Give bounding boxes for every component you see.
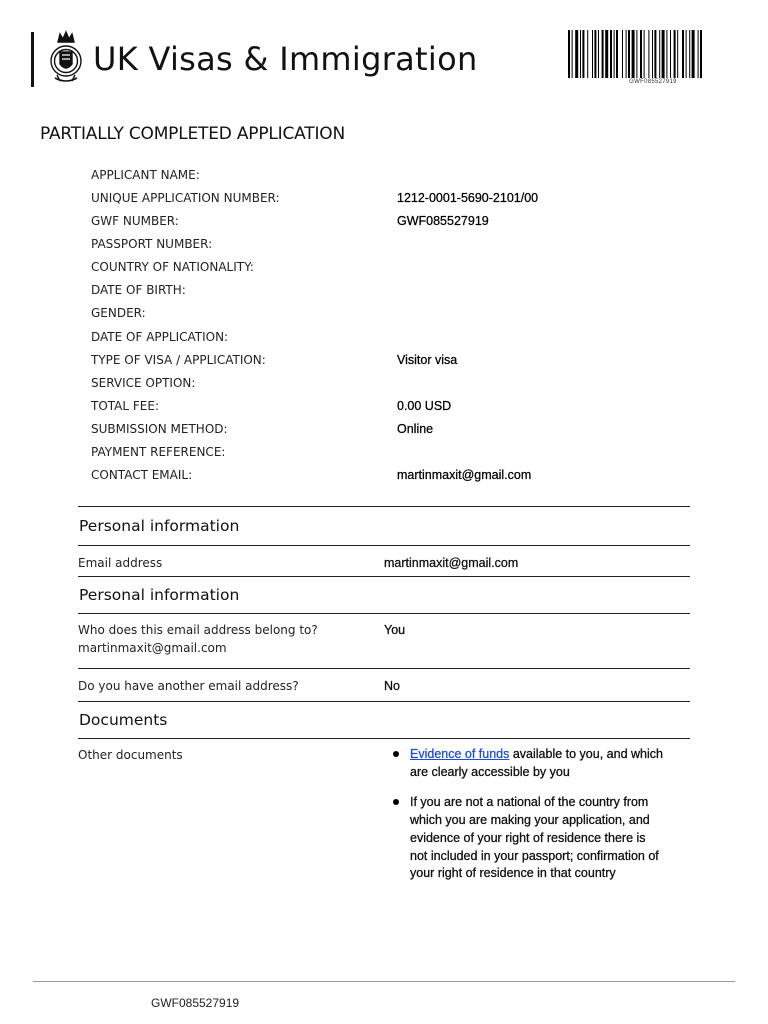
barcode-bar <box>616 30 618 78</box>
barcode-bar <box>587 30 588 78</box>
section-personal-information-2 <box>78 576 690 702</box>
documents-list <box>384 746 664 896</box>
summary-label: GWF NUMBER: <box>91 213 179 228</box>
barcode-bar <box>582 30 584 78</box>
question-text: Who does this email address belong to? <box>78 623 318 637</box>
summary-label: COUNTRY OF NATIONALITY: <box>91 260 254 275</box>
barcode-bar <box>628 30 630 78</box>
summary-row <box>91 256 651 279</box>
barcode-bar <box>594 30 596 78</box>
barcode-bar <box>659 30 660 78</box>
barcode-bar <box>614 30 615 78</box>
list-item-text: If you are not a national of the country from which you are making your application, and evidence of your right of residence there is not included in your passport; confirmation of your right of residence in that country <box>410 795 659 881</box>
summary-row <box>91 209 651 232</box>
summary-row <box>91 163 651 186</box>
question-label: Email address <box>78 556 163 570</box>
barcode-bar <box>632 30 635 78</box>
summary-row <box>91 418 651 441</box>
barcode-bar <box>677 30 678 78</box>
summary-label: PASSPORT NUMBER: <box>91 236 213 251</box>
list-item <box>384 746 664 781</box>
barcode-bar <box>670 30 671 78</box>
summary-label: SUBMISSION METHOD: <box>91 422 228 437</box>
summary-row <box>91 302 651 325</box>
question-label: Do you have another email address? <box>78 679 299 693</box>
summary-value: 1212-0001-5690-2101/00 <box>397 190 539 205</box>
brand-title: UK Visas & Immigration <box>93 40 478 78</box>
summary-value: GWF085527919 <box>397 213 489 228</box>
barcode-bar <box>654 30 656 78</box>
barcode-bar <box>626 30 627 78</box>
summary-label: TOTAL FEE: <box>91 398 159 413</box>
footer-divider <box>33 981 735 982</box>
barcode-bar <box>644 30 645 78</box>
barcode-bar <box>568 30 570 78</box>
answer-value: You <box>384 623 406 637</box>
summary-row <box>91 464 651 487</box>
barcode-bar <box>686 30 687 78</box>
barcode-bar <box>598 30 599 78</box>
question-label: Other documents <box>78 748 183 762</box>
application-summary <box>91 163 651 487</box>
barcode-bar <box>610 30 612 78</box>
question-row <box>78 669 690 702</box>
barcode-bar <box>580 30 581 78</box>
evidence-of-funds-link[interactable]: Evidence of funds <box>410 747 510 761</box>
footer-reference: GWF085527919 <box>151 996 240 1010</box>
summary-label: TYPE OF VISA / APPLICATION: <box>91 352 266 367</box>
summary-value: Online <box>397 422 434 437</box>
summary-value: martinmaxit@gmail.com <box>397 468 532 483</box>
barcode-bar <box>700 30 702 78</box>
barcode-caption: GWF085527919 <box>629 79 677 85</box>
summary-label: UNIQUE APPLICATION NUMBER: <box>91 190 280 205</box>
summary-row <box>91 232 651 255</box>
section-documents <box>78 701 690 896</box>
barcode-bar <box>602 30 604 78</box>
section-personal-information-1 <box>78 506 690 577</box>
question-row <box>78 739 690 896</box>
barcode-bar <box>592 30 593 78</box>
header-divider-bar <box>31 32 34 87</box>
question-label <box>78 621 384 668</box>
document-title: PARTIALLY COMPLETED APPLICATION <box>40 124 345 144</box>
section-heading: Personal information <box>78 576 690 614</box>
barcode-bar <box>698 30 699 78</box>
barcode-bar <box>674 30 676 78</box>
section-heading: Personal information <box>78 506 690 546</box>
barcode-bar <box>622 30 623 78</box>
summary-label: DATE OF BIRTH: <box>91 283 186 298</box>
summary-value: Visitor visa <box>397 352 458 367</box>
barcode-bar <box>605 30 608 78</box>
question-row <box>78 546 690 577</box>
answer-value: martinmaxit@gmail.com <box>384 556 519 570</box>
summary-row <box>91 325 651 348</box>
summary-value: 0.00 USD <box>397 398 452 413</box>
list-item <box>384 794 664 883</box>
section-heading: Documents <box>78 701 690 739</box>
summary-row <box>91 394 651 417</box>
barcode-bar <box>682 30 684 78</box>
summary-row <box>91 279 651 302</box>
summary-label: PAYMENT REFERENCE: <box>91 445 226 460</box>
barcode-bar <box>640 30 642 78</box>
barcode-image <box>568 30 738 82</box>
summary-label: APPLICANT NAME: <box>91 167 200 182</box>
barcode-bar <box>666 30 667 78</box>
barcode-bar <box>575 30 578 78</box>
barcode-bar <box>689 30 690 78</box>
summary-row <box>91 371 651 394</box>
summary-label: GENDER: <box>91 306 146 321</box>
bullet-icon <box>393 799 399 805</box>
barcode-bar <box>662 30 665 78</box>
barcode-bar <box>572 30 573 78</box>
bullet-icon <box>393 751 399 757</box>
summary-row <box>91 348 651 371</box>
barcode-bar <box>636 30 637 78</box>
royal-coat-of-arms-icon <box>48 28 84 88</box>
question-email: martinmaxit@gmail.com <box>78 641 227 655</box>
answer-value: No <box>384 679 400 693</box>
barcode-bar <box>692 30 695 78</box>
summary-row <box>91 186 651 209</box>
barcode-bar <box>648 30 649 78</box>
list-item-text: available to you, and which are clearly accessible by you <box>410 747 663 779</box>
summary-label: SERVICE OPTION: <box>91 375 196 390</box>
summary-label: DATE OF APPLICATION: <box>91 329 229 344</box>
summary-row <box>91 441 651 464</box>
barcode-bar <box>652 30 653 78</box>
summary-label: CONTACT EMAIL: <box>91 468 193 483</box>
question-row <box>78 614 690 669</box>
